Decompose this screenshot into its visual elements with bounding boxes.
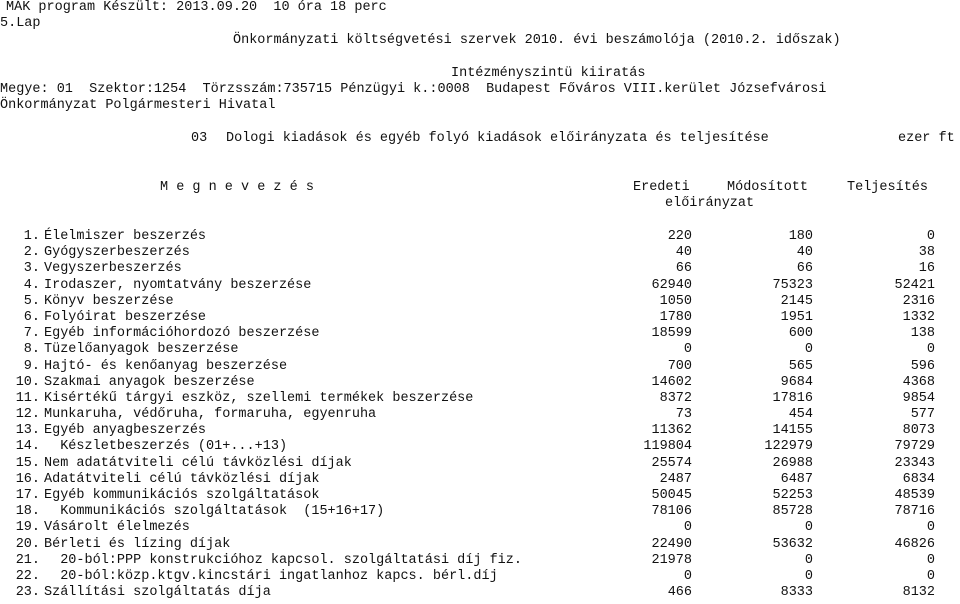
table-row	[0, 326, 960, 342]
row-number: 4.	[23, 277, 40, 293]
modified-value: 75323	[772, 277, 813, 293]
row-number: 18.	[15, 504, 40, 520]
row-label: Irodaszer, nyomtatvány beszerzése	[44, 277, 312, 293]
modified-value: 0	[804, 568, 813, 584]
actual-value: 2316	[902, 293, 935, 309]
modified-value: 122979	[764, 439, 813, 455]
column-header-original: Eredeti	[633, 180, 690, 195]
modified-value: 1951	[780, 309, 813, 325]
original-value: 466	[667, 585, 692, 601]
row-label: Egyéb anyagbeszerzés	[44, 423, 207, 439]
actual-value: 0	[926, 520, 935, 536]
actual-value: 52421	[894, 277, 935, 293]
modified-value: 9684	[780, 374, 813, 390]
row-number: 5.	[23, 293, 40, 309]
table-row	[0, 407, 960, 423]
table-row	[0, 342, 960, 358]
original-value: 0	[683, 568, 692, 584]
row-number: 15.	[15, 455, 40, 471]
data-table	[0, 229, 960, 601]
row-number: 12.	[15, 407, 40, 423]
modified-value: 66	[796, 261, 813, 277]
modified-value: 0	[804, 520, 813, 536]
actual-value: 0	[926, 552, 935, 568]
table-code: 03	[191, 131, 208, 146]
original-value: 119804	[643, 439, 692, 455]
modified-value: 17816	[772, 390, 813, 406]
column-header-modified-sub: előirányzat	[665, 196, 755, 211]
row-label: Vásárolt élelmezés	[44, 520, 190, 536]
row-number: 8.	[23, 342, 40, 358]
table-row	[0, 472, 960, 488]
table-row	[0, 261, 960, 277]
original-value: 21978	[651, 552, 692, 568]
row-label: Egyéb információhordozó beszerzése	[44, 326, 320, 342]
original-value: 66	[675, 261, 692, 277]
modified-value: 40	[796, 245, 813, 261]
row-label: Vegyszerbeszerzés	[44, 261, 182, 277]
actual-value: 577	[910, 407, 935, 423]
original-value: 11362	[651, 423, 692, 439]
report-title: Önkormányzati költségvetési szervek 2010. évi beszámolója (2010.2. időszak)	[233, 33, 841, 48]
institution-line-2: Önkormányzat Polgármesteri Hivatal	[0, 98, 276, 113]
table-row	[0, 553, 960, 569]
modified-value: 0	[804, 552, 813, 568]
modified-value: 2145	[780, 293, 813, 309]
row-label: 20-ból:PPP konstrukcióhoz kapcsol. szolgáltatási díj fiz.	[44, 552, 522, 568]
row-number: 7.	[23, 326, 40, 342]
row-label: Folyóirat beszerzése	[44, 309, 207, 325]
table-row	[0, 310, 960, 326]
modified-value: 53632	[772, 536, 813, 552]
row-label: Hajtó- és kenőanyag beszerzése	[44, 358, 288, 374]
original-value: 18599	[651, 326, 692, 342]
row-number: 22.	[15, 568, 40, 584]
row-number: 16.	[15, 471, 40, 487]
original-value: 78106	[651, 504, 692, 520]
row-label: Nem adatátviteli célú távközlési díjak	[44, 455, 352, 471]
row-label: 20-ból:közp.ktgv.kincstári ingatlanhoz kapcs. bérl.díj	[44, 568, 498, 584]
modified-value: 8333	[780, 585, 813, 601]
row-number: 1.	[23, 229, 40, 244]
row-label: Könyv beszerzése	[44, 293, 174, 309]
modified-value: 180	[788, 229, 813, 244]
row-number: 6.	[23, 309, 40, 325]
row-label: Tüzelőanyagok beszerzése	[44, 342, 239, 358]
table-row	[0, 439, 960, 455]
row-number: 10.	[15, 374, 40, 390]
institution-line-1: Megye: 01 Szektor:1254 Törzsszám:735715 Pénzügyi k.:0008 Budapest Főváros VIII.kerület Józsefvárosi	[0, 82, 827, 97]
table-row	[0, 537, 960, 553]
row-number: 23.	[15, 585, 40, 601]
row-label: Egyéb kommunikációs szolgáltatások	[44, 488, 320, 503]
table-row	[0, 423, 960, 439]
column-header-modified: Módosított	[727, 180, 809, 195]
row-label: Kommunikációs szolgáltatások (15+16+17)	[44, 504, 385, 520]
table-row	[0, 245, 960, 261]
original-value: 22490	[651, 536, 692, 552]
original-value: 1050	[659, 293, 692, 309]
row-number: 13.	[15, 423, 40, 439]
actual-value: 78716	[894, 504, 935, 520]
actual-value: 23343	[894, 455, 935, 471]
column-header-name: M e g n e v e z é s	[160, 180, 314, 195]
table-row	[0, 488, 960, 504]
actual-value: 79729	[894, 439, 935, 455]
row-label: Készletbeszerzés (01+...+13)	[44, 439, 288, 455]
actual-value: 1332	[902, 309, 935, 325]
modified-value: 14155	[772, 423, 813, 439]
row-label: Munkaruha, védőruha, formaruha, egyenruha	[44, 407, 377, 423]
original-value: 0	[683, 520, 692, 536]
table-row	[0, 229, 960, 245]
table-row	[0, 504, 960, 520]
section-title: Intézményszintü kiiratás	[451, 66, 646, 81]
actual-value: 0	[926, 229, 935, 244]
column-header-actual: Teljesítés	[847, 180, 929, 195]
row-label: Élelmiszer beszerzés	[44, 229, 207, 244]
original-value: 700	[667, 358, 692, 374]
original-value: 1780	[659, 309, 692, 325]
actual-value: 0	[926, 568, 935, 584]
row-number: 17.	[15, 488, 40, 503]
actual-value: 9854	[902, 390, 935, 406]
row-label: Adatátviteli célú távközlési díjak	[44, 471, 320, 487]
modified-value: 454	[788, 407, 813, 423]
modified-value: 85728	[772, 504, 813, 520]
modified-value: 26988	[772, 455, 813, 471]
table-row	[0, 585, 960, 601]
row-label: Gyógyszerbeszerzés	[44, 245, 190, 261]
actual-value: 38	[918, 245, 935, 261]
page-number: 5.Lap	[0, 16, 41, 31]
actual-value: 0	[926, 342, 935, 358]
table-row	[0, 294, 960, 310]
row-number: 20.	[15, 536, 40, 552]
table-row	[0, 278, 960, 294]
original-value: 14602	[651, 374, 692, 390]
row-number: 2.	[23, 245, 40, 261]
actual-value: 8132	[902, 585, 935, 601]
actual-value: 138	[910, 326, 935, 342]
table-row	[0, 456, 960, 472]
modified-value: 52253	[772, 488, 813, 503]
row-label: Szállítási szolgáltatás díja	[44, 585, 271, 601]
actual-value: 16	[918, 261, 935, 277]
table-row	[0, 520, 960, 536]
row-number: 21.	[15, 552, 40, 568]
original-value: 62940	[651, 277, 692, 293]
actual-value: 596	[910, 358, 935, 374]
original-value: 220	[667, 229, 692, 244]
row-number: 3.	[23, 261, 40, 277]
original-value: 25574	[651, 455, 692, 471]
actual-value: 46826	[894, 536, 935, 552]
original-value: 40	[675, 245, 692, 261]
row-label: Bérleti és lízing díjak	[44, 536, 231, 552]
original-value: 50045	[651, 488, 692, 503]
table-row	[0, 375, 960, 391]
row-number: 19.	[15, 520, 40, 536]
modified-value: 565	[788, 358, 813, 374]
table-title: Dologi kiadások és egyéb folyó kiadások előirányzata és teljesítése	[226, 131, 769, 146]
row-number: 9.	[23, 358, 40, 374]
row-number: 11.	[15, 390, 40, 406]
actual-value: 8073	[902, 423, 935, 439]
table-row	[0, 569, 960, 585]
unit-label: ezer ft	[898, 131, 955, 146]
row-number: 14.	[15, 439, 40, 455]
modified-value: 600	[788, 326, 813, 342]
program-line: MÁK program Készült: 2013.09.20 10 óra 18 perc	[6, 0, 387, 15]
modified-value: 0	[804, 342, 813, 358]
table-row	[0, 359, 960, 375]
original-value: 0	[683, 342, 692, 358]
modified-value: 6487	[780, 471, 813, 487]
original-value: 73	[675, 407, 692, 423]
actual-value: 6834	[902, 471, 935, 487]
original-value: 2487	[659, 471, 692, 487]
actual-value: 48539	[894, 488, 935, 503]
row-label: Szakmai anyagok beszerzése	[44, 374, 255, 390]
table-row	[0, 391, 960, 407]
row-label: Kisértékű tárgyi eszköz, szellemi termékek beszerzése	[44, 390, 474, 406]
actual-value: 4368	[902, 374, 935, 390]
original-value: 8372	[659, 390, 692, 406]
